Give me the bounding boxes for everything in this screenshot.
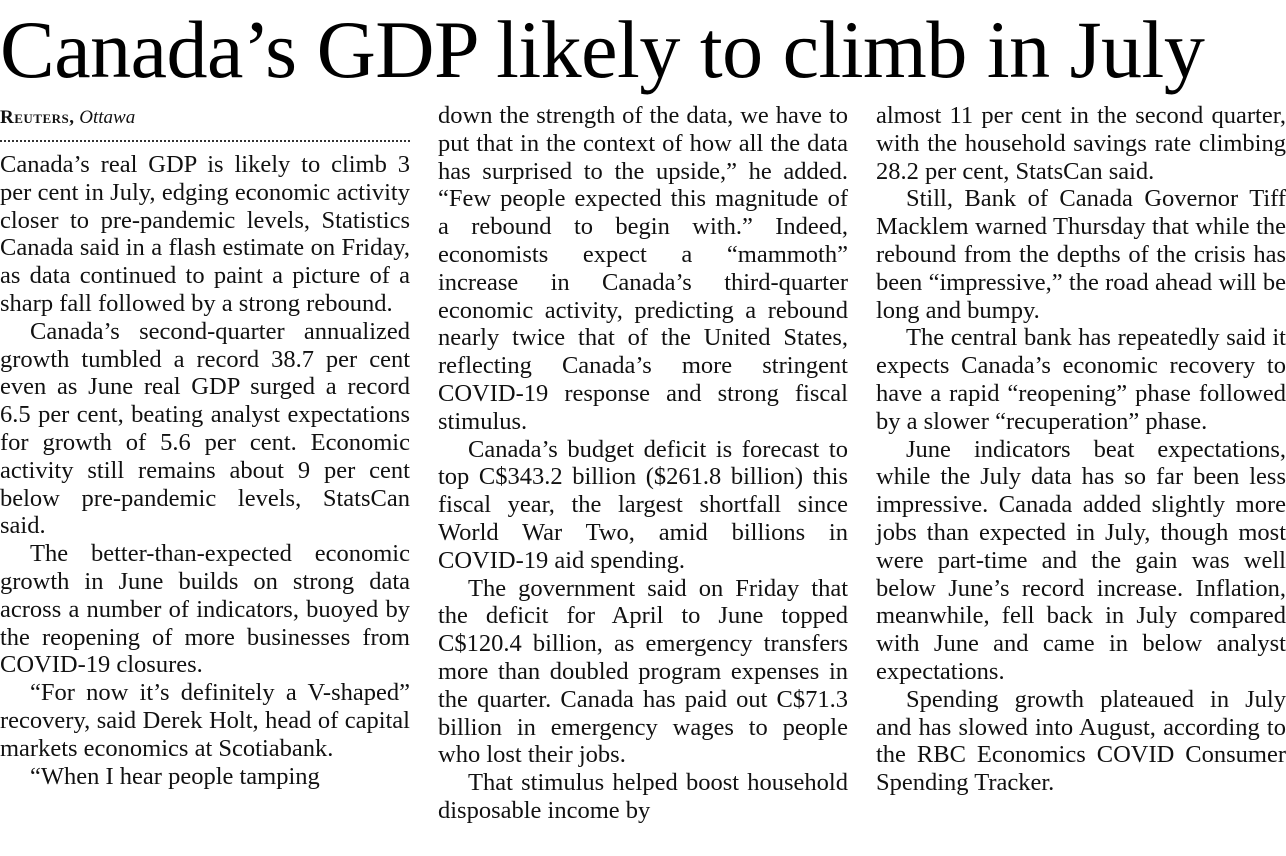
paragraph: Canada’s second-quarter annualized growth tumbled a record 38.7 per cent even as June real GDP surged a record 6.5 per cent, beating analyst expectations for growth of 5.6 per cent. Economic activity still remains about 9 per cent below pre-pandemic levels, StatsCan said. [0,317,410,540]
paragraph: The government said on Friday that the deficit for April to June topped C$120.4 billion, as emergency transfers more than doubled program expenses in the quarter. Canada has paid out C$71.3 billion in emergency wages to people who lost their jobs. [438,574,848,769]
byline-city: Ottawa [79,107,136,128]
paragraph: down the strength of the data, we have to put that in the context of how all the data has surprised to the upside,” he added. “Few people expected this magnitude of a rebound to begin with.” Indeed, economists expect a “mammoth” increase in Canada’s third-quarter economic activity, predicting a rebound nearly twice that of the United States, reflecting Canada’s more stringent COVID-19 response and strong fiscal stimulus. [438,102,848,435]
paragraph: The better-than-expected economic growth in June builds on strong data across a number of indicators, buoyed by the reopening of more businesses from COVID-19 closures. [0,540,410,679]
paragraph: That stimulus helped boost household disposable income by [438,769,848,824]
paragraph: Canada’s real GDP is likely to climb 3 per cent in July, edging economic activity closer to pre-pandemic levels, Statistics Canada said in a flash estimate on Friday, as data continued to paint a picture of a sharp fall followed by a strong rebound. [0,151,410,317]
paragraph: Canada’s budget deficit is forecast to top C$343.2 billion ($261.8 billion) this fiscal year, the largest shortfall since World War Two, amid billions in COVID-19 aid spending. [438,435,848,574]
byline-agency: Reuters, [0,107,75,128]
paragraph: “For now it’s definitely a V-shaped” recovery, said Derek Holt, head of capital markets economics at Scotiabank. [0,679,410,762]
paragraph: “When I hear people tamping [30,762,320,790]
article-column-3 [876,102,1286,797]
headline: Canada’s GDP likely to climb in July [0,4,1205,95]
paragraph: Spending growth plateaued in July and has slowed into August, according to the RBC Economics COVID Consumer Spending Tracker. [876,685,1286,797]
article-column-2 [438,102,848,825]
paragraph: June indicators beat expectations, while the July data has so far been less impressive. Canada added slightly more jobs than expected in July, though most were part-time and the gain was well below June’s record increase. Inflation, meanwhile, fell back in July compared with June and came in below analyst expectations. [876,435,1286,685]
paragraph: almost 11 per cent in the second quarter, with the household savings rate climbing 28.2 per cent, StatsCan said. [876,102,1286,185]
article-column-1 [0,151,410,790]
paragraph: Still, Bank of Canada Governor Tiff Macklem warned Thursday that while the rebound from the depths of the crisis has been “impressive,” the road ahead will be long and bumpy. [876,185,1286,324]
paragraph: The central bank has repeatedly said it expects Canada’s economic recovery to have a rapid “reopening” phase followed by a slower “recuperation” phase. [876,324,1286,435]
byline [0,106,410,130]
byline-divider [0,140,410,142]
